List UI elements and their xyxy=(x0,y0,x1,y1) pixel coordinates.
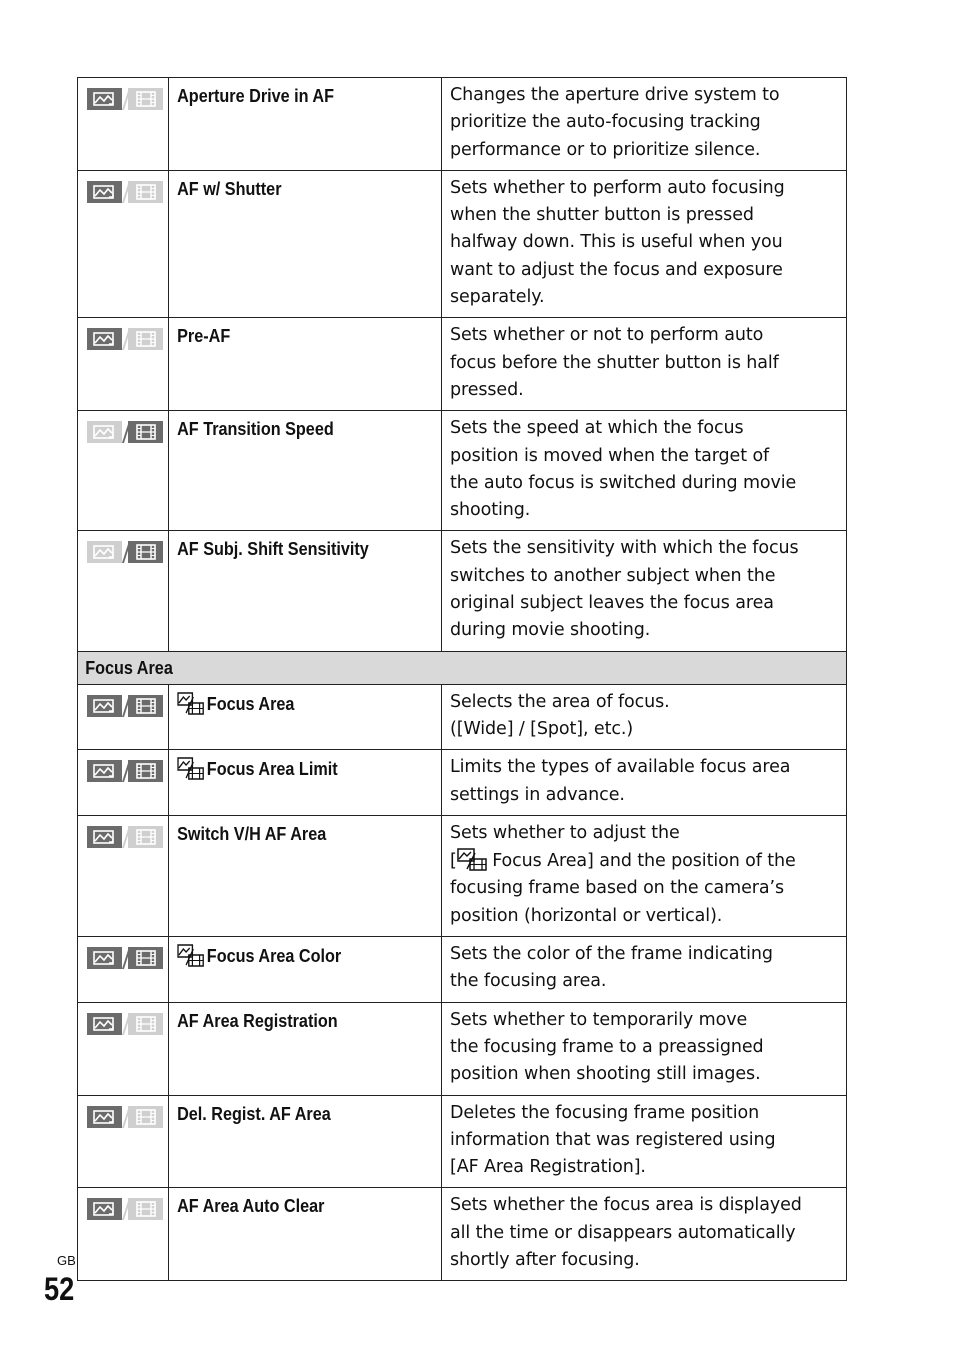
setting-name-label: Switch V/H AF Area xyxy=(177,823,327,844)
setting-description-cell xyxy=(442,750,847,816)
setting-name-cell xyxy=(169,411,442,531)
setting-description-cell xyxy=(442,815,847,936)
setting-description: Sets the color of the frame indicating the focusing area. xyxy=(450,944,773,992)
table-row xyxy=(78,78,847,171)
setting-description-cell xyxy=(442,78,847,171)
movie-mode-icon xyxy=(128,328,163,350)
setting-name-cell xyxy=(169,170,442,317)
setting-description: Selects the area of focus. ([Wide] / [Spot], etc.) xyxy=(450,691,670,739)
region-code: GB xyxy=(57,1253,76,1268)
setting-description-cell xyxy=(442,1188,847,1281)
setting-name-label: Focus Area xyxy=(206,693,295,714)
table-row xyxy=(78,684,847,750)
setting-name-cell xyxy=(169,1095,442,1188)
setting-description: Deletes the focusing frame position information that was registered using [AF Area Registration]. xyxy=(450,1102,776,1178)
setting-description: Limits the types of available focus area settings in advance. xyxy=(450,757,791,805)
section-header-row xyxy=(78,651,847,684)
setting-name-cell xyxy=(169,684,442,750)
setting-name-label: AF Area Registration xyxy=(177,1010,338,1031)
setting-name-cell xyxy=(169,318,442,411)
setting-name xyxy=(169,937,414,968)
mode-badge xyxy=(78,318,169,411)
still-movie-icon xyxy=(177,691,204,715)
setting-name-cell xyxy=(169,531,442,651)
setting-name-label: AF Subj. Shift Sensitivity xyxy=(177,539,369,560)
movie-mode-icon xyxy=(128,826,163,848)
still-mode-icon xyxy=(87,88,122,110)
setting-description-cell xyxy=(442,531,847,651)
description-part: Focus Area] and the position of the focusing frame based on the camera’s position (horizontal or vertical). xyxy=(450,851,796,926)
setting-name xyxy=(169,816,414,846)
mode-badge xyxy=(78,531,169,651)
setting-name xyxy=(169,78,414,108)
setting-description-cell xyxy=(442,318,847,411)
setting-name-cell xyxy=(169,1002,442,1095)
setting-name xyxy=(169,1096,414,1126)
still-mode-icon xyxy=(87,695,122,717)
table-row xyxy=(78,1095,847,1188)
mode-badge xyxy=(78,170,169,317)
movie-mode-icon xyxy=(128,1013,163,1035)
still-mode-icon xyxy=(87,421,122,443)
setting-description: Sets whether the focus area is displayed all the time or disappears automatically shortly after focusing. xyxy=(450,1195,802,1270)
mode-badge xyxy=(78,815,169,936)
setting-name-cell xyxy=(169,1188,442,1281)
setting-name xyxy=(169,750,414,781)
table-row xyxy=(78,531,847,651)
setting-description-cell xyxy=(442,937,847,1003)
mode-badge xyxy=(78,1095,169,1188)
setting-name xyxy=(169,318,414,348)
setting-name xyxy=(169,685,414,716)
table-row xyxy=(78,411,847,531)
still-mode-icon xyxy=(87,1106,122,1128)
movie-mode-icon xyxy=(128,1198,163,1220)
mode-badge xyxy=(78,684,169,750)
still-movie-icon xyxy=(177,756,204,780)
setting-description-cell xyxy=(442,1095,847,1188)
movie-mode-icon xyxy=(128,181,163,203)
still-mode-icon xyxy=(87,328,122,350)
movie-mode-icon xyxy=(128,947,163,969)
setting-description-cell xyxy=(442,1002,847,1095)
setting-name xyxy=(169,171,414,201)
setting-name xyxy=(169,1003,414,1033)
setting-name xyxy=(169,531,414,561)
page-number: 52 xyxy=(44,1271,75,1307)
mode-badge xyxy=(78,78,169,171)
setting-name-label: Focus Area Limit xyxy=(206,759,338,780)
movie-mode-icon xyxy=(128,421,163,443)
table-row xyxy=(78,1188,847,1281)
mode-badge xyxy=(78,750,169,816)
setting-description-cell xyxy=(442,411,847,531)
section-title: Focus Area xyxy=(85,657,173,678)
setting-name-label: Focus Area Color xyxy=(206,946,342,967)
table-row xyxy=(78,318,847,411)
table-row xyxy=(78,1002,847,1095)
table-row xyxy=(78,815,847,936)
setting-description xyxy=(442,816,846,936)
setting-name xyxy=(169,411,414,441)
movie-mode-icon xyxy=(128,541,163,563)
setting-description-cell xyxy=(442,684,847,750)
still-mode-icon xyxy=(87,1013,122,1035)
setting-name-label: AF w/ Shutter xyxy=(177,178,282,199)
setting-description: Sets the sensitivity with which the focus switches to another subject when the original subject leaves the focus area during movie shooting. xyxy=(450,538,799,641)
setting-name-label: Del. Regist. AF Area xyxy=(177,1103,331,1124)
movie-mode-icon xyxy=(128,88,163,110)
mode-badge xyxy=(78,937,169,1003)
description-part: Sets whether to adjust the [ xyxy=(450,822,680,872)
movie-mode-icon xyxy=(128,695,163,717)
setting-name-cell xyxy=(169,78,442,171)
setting-name-cell xyxy=(169,815,442,936)
setting-name xyxy=(169,1188,414,1218)
setting-name-label: AF Area Auto Clear xyxy=(177,1196,325,1217)
settings-table xyxy=(77,77,847,1281)
table-row xyxy=(78,937,847,1003)
setting-name-label: Aperture Drive in AF xyxy=(177,86,335,106)
setting-name-label: AF Transition Speed xyxy=(177,419,334,440)
still-mode-icon xyxy=(87,541,122,563)
still-movie-icon xyxy=(457,847,487,871)
movie-mode-icon xyxy=(128,1106,163,1128)
still-movie-icon xyxy=(177,943,204,967)
still-mode-icon xyxy=(87,760,122,782)
still-mode-icon xyxy=(87,826,122,848)
setting-name-cell xyxy=(169,937,442,1003)
mode-badge xyxy=(78,1188,169,1281)
section-header xyxy=(78,651,847,684)
still-mode-icon xyxy=(87,181,122,203)
setting-description: Sets the speed at which the focus position is moved when the target of the auto focus is switched during movie shooting. xyxy=(450,418,797,521)
movie-mode-icon xyxy=(128,760,163,782)
mode-badge xyxy=(78,411,169,531)
setting-description: Sets whether to temporarily move the focusing frame to a preassigned position when shooting still images. xyxy=(450,1009,764,1085)
table-row xyxy=(78,750,847,816)
setting-name-label: Pre-AF xyxy=(177,326,231,347)
still-mode-icon xyxy=(87,947,122,969)
setting-description: Changes the aperture drive system to prioritize the auto-focusing tracking performance or to prioritize silence. xyxy=(450,85,780,160)
setting-name-cell xyxy=(169,750,442,816)
table-row xyxy=(78,170,847,317)
still-mode-icon xyxy=(87,1198,122,1220)
setting-description-cell xyxy=(442,170,847,317)
setting-description: Sets whether to perform auto focusing when the shutter button is pressed halfway down. This is useful when you want to adjust the focus and exposure separately. xyxy=(450,177,785,308)
mode-badge xyxy=(78,1002,169,1095)
setting-description: Sets whether or not to perform auto focus before the shutter button is half pressed. xyxy=(450,325,779,400)
